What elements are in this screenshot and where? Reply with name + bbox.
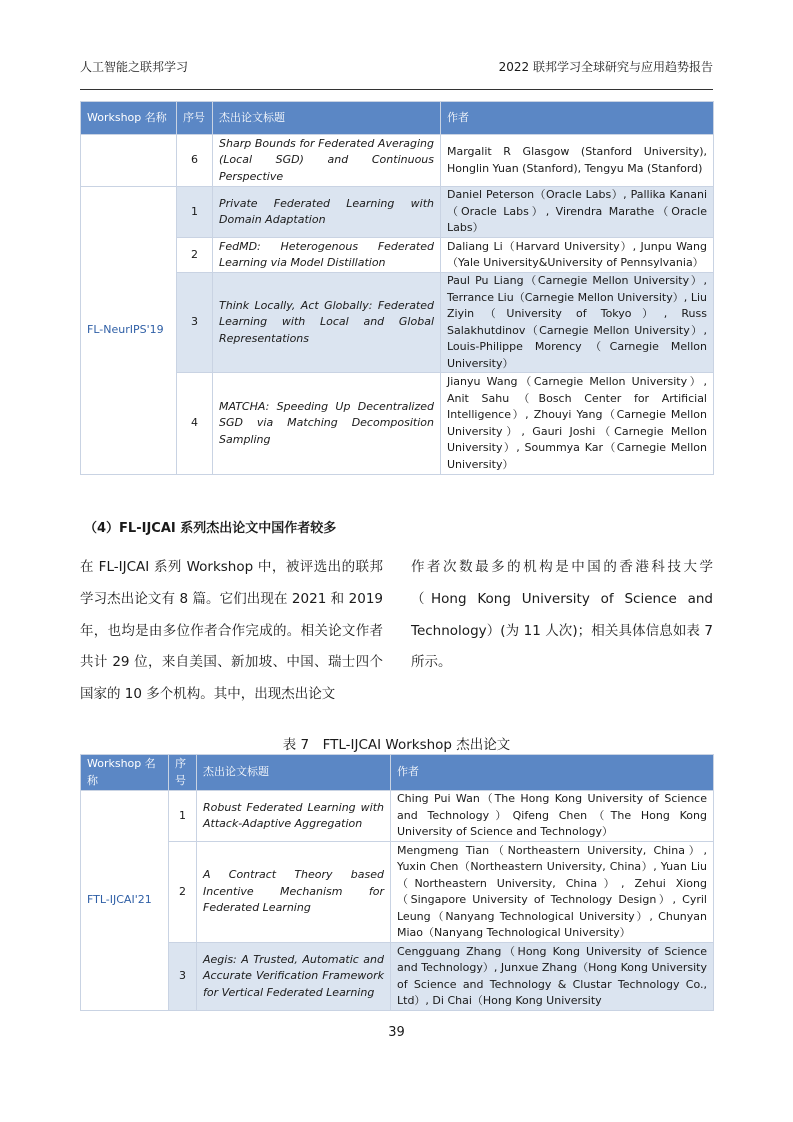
table-row	[81, 842, 714, 943]
page-number: 39	[388, 1025, 405, 1040]
row-number: 1	[169, 791, 197, 842]
header-divider	[80, 89, 713, 90]
col-header-authors: 作者	[391, 755, 714, 791]
section-heading: （4）FL-IJCAI 系列杰出论文中国作者较多	[84, 521, 337, 536]
paper-authors: Ching Pui Wan（The Hong Kong University of Science and Technology）Qifeng Chen（The Hong Kong University of Science and Technology）	[391, 791, 714, 842]
col-header-authors: 作者	[441, 102, 714, 135]
paper-title: Aegis: A Trusted, Automatic and Accurate Verification Framework for Vertical Federated Learning	[197, 943, 391, 1011]
paper-title: MATCHA: Speeding Up Decentralized SGD via Matching Decomposition Sampling	[213, 373, 441, 475]
paper-authors: Daniel Peterson（Oracle Labs）, Pallika Kanani（Oracle Labs）, Virendra Marathe（Oracle Labs）	[441, 187, 714, 238]
paper-title: Sharp Bounds for Federated Averaging (Local SGD) and Continuous Perspective	[213, 135, 441, 187]
col-header-number: 序号	[169, 755, 197, 791]
paper-title: Private Federated Learning with Domain Adaptation	[213, 187, 441, 238]
paper-title: Think Locally, Act Globally: Federated Learning with Local and Global Representations	[213, 273, 441, 373]
row-number: 3	[177, 273, 213, 373]
table-header-row	[81, 102, 714, 135]
workshop-name: FL-NeurIPS'19	[81, 187, 177, 475]
paper-title: A Contract Theory based Incentive Mechanism for Federated Learning	[197, 842, 391, 943]
table-row	[81, 135, 714, 187]
paragraph-right: 作者次数最多的机构是中国的香港科技大学（Hong Kong University of Science and Technology）(为 11 人次)；相关具体信息如表 7 所示。	[411, 559, 713, 671]
col-header-title: 杰出论文标题	[213, 102, 441, 135]
paper-title: FedMD: Heterogenous Federated Learning via Model Distillation	[213, 238, 441, 273]
table-row	[81, 943, 714, 1011]
table-ftl-ijcai	[80, 754, 714, 1011]
col-header-workshop: Workshop 名称	[81, 102, 177, 135]
paper-authors: Margalit R Glasgow (Stanford University), Honglin Yuan (Stanford), Tengyu Ma (Stanford)	[441, 135, 714, 187]
paragraph-left: 在 FL-IJCAI 系列 Workshop 中，被评选出的联邦学习杰出论文有 8 篇。它们出现在 2021 和 2019 年，也均是由多位作者合作完成的。相关论文作者共计 29 位，来自美国、新加坡、中国、瑞士四个国家的 10 多个机构。其中，出现杰出论文	[80, 559, 383, 703]
paper-title: Robust Federated Learning with Attack-Adaptive Aggregation	[197, 791, 391, 842]
header-right: 2022 联邦学习全球研究与应用趋势报告	[498, 60, 713, 74]
row-number: 3	[169, 943, 197, 1011]
workshop-name: FTL-IJCAI'21	[81, 791, 169, 1011]
paper-authors: Daliang Li（Harvard University）, Junpu Wang（Yale University&University of Pennsylvania）	[441, 238, 714, 273]
table-header-row	[81, 755, 714, 791]
workshop-cell	[81, 135, 177, 187]
page-header	[80, 58, 713, 88]
row-number: 6	[177, 135, 213, 187]
table-fl-neurips	[80, 101, 714, 475]
paper-authors: Mengmeng Tian（Northeastern University, China）, Yuxin Chen（Northeastern University, China）, Yuan Liu（Northeastern University, China）, Zehui Xiong（Singapore University of Technology Design）, Cyril Leung（Nanyang Technological University）, Chunyan Miao（Nanyang Technological University）	[391, 842, 714, 943]
row-number: 1	[177, 187, 213, 238]
table-row	[81, 187, 714, 238]
row-number: 4	[177, 373, 213, 475]
table-caption: 表 7 FTL-IJCAI Workshop 杰出论文	[282, 737, 511, 753]
header-left: 人工智能之联邦学习	[80, 60, 189, 74]
col-header-title: 杰出论文标题	[197, 755, 391, 791]
paper-authors: Jianyu Wang（Carnegie Mellon University）, Anit Sahu（Bosch Center for Artificial Intelligence）, Zhouyi Yang（Carnegie Mellon University）, Gauri Joshi（Carnegie Mellon University）, Soummya Kar（Carnegie Mellon University）	[441, 373, 714, 475]
paper-authors: Cengguang Zhang（Hong Kong University of Science and Technology）, Junxue Zhang（Hong Kong University of Science and Technology & Clustar Technology Co., Ltd）, Di Chai（Hong Kong University	[391, 943, 714, 1011]
row-number: 2	[169, 842, 197, 943]
col-header-workshop: Workshop 名称	[81, 755, 169, 791]
col-header-number: 序号	[177, 102, 213, 135]
paper-authors: Paul Pu Liang（Carnegie Mellon University）, Terrance Liu（Carnegie Mellon University）, Liu Ziyin（University of Tokyo）, Russ Salakhutdinov（Carnegie Mellon University）, Louis-Philippe Morency（Carnegie Mellon University）	[441, 273, 714, 373]
row-number: 2	[177, 238, 213, 273]
table-row	[81, 791, 714, 842]
